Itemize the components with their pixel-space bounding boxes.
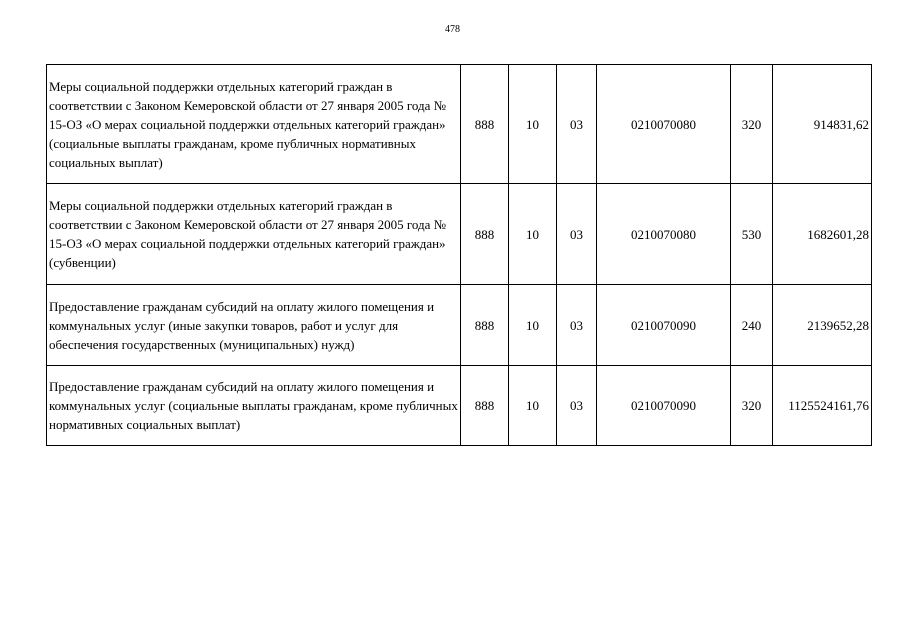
section-code-cell: 10 [509,184,557,285]
amount-cell: 914831,62 [773,65,872,184]
ministry-code-cell: 888 [461,366,509,446]
expense-name-cell: Предоставление гражданам субсидий на оплату жилого помещения и коммунальных услуг (иные закупки товаров, работ и услуг для обеспечения государственных (муниципальных) нужд) [47,285,461,366]
expense-type-cell: 320 [731,65,773,184]
subsection-code-cell: 03 [557,184,597,285]
expense-name-cell: Меры социальной поддержки отдельных категорий граждан в соответствии с Законом Кемеровской области от 27 января 2005 года № 15-ОЗ «О мерах социальной поддержки отдельных категорий граждан» (субвенции) [47,184,461,285]
expense-name-cell: Предоставление гражданам субсидий на оплату жилого помещения и коммунальных услуг (социальные выплаты гражданам, кроме публичных нормативных социальных выплат) [47,366,461,446]
amount-cell: 1682601,28 [773,184,872,285]
expense-type-cell: 240 [731,285,773,366]
target-article-cell: 0210070080 [597,65,731,184]
table-row [47,184,872,285]
subsection-code-cell: 03 [557,366,597,446]
section-code-cell: 10 [509,366,557,446]
expense-type-cell: 320 [731,366,773,446]
subsection-code-cell: 03 [557,285,597,366]
table-row [47,285,872,366]
table-row [47,366,872,446]
ministry-code-cell: 888 [461,65,509,184]
expense-type-cell: 530 [731,184,773,285]
target-article-cell: 0210070090 [597,285,731,366]
target-article-cell: 0210070080 [597,184,731,285]
page-number: 478 [445,24,460,35]
section-code-cell: 10 [509,65,557,184]
ministry-code-cell: 888 [461,184,509,285]
amount-cell: 1125524161,76 [773,366,872,446]
table-row [47,65,872,184]
expense-name-cell: Меры социальной поддержки отдельных категорий граждан в соответствии с Законом Кемеровской области от 27 января 2005 года № 15-ОЗ «О мерах социальной поддержки отдельных категорий граждан» (социальные выплаты гражданам, кроме публичных нормативных социальных выплат) [47,65,461,184]
section-code-cell: 10 [509,285,557,366]
amount-cell: 2139652,28 [773,285,872,366]
subsection-code-cell: 03 [557,65,597,184]
ministry-code-cell: 888 [461,285,509,366]
target-article-cell: 0210070090 [597,366,731,446]
budget-table [46,64,872,446]
